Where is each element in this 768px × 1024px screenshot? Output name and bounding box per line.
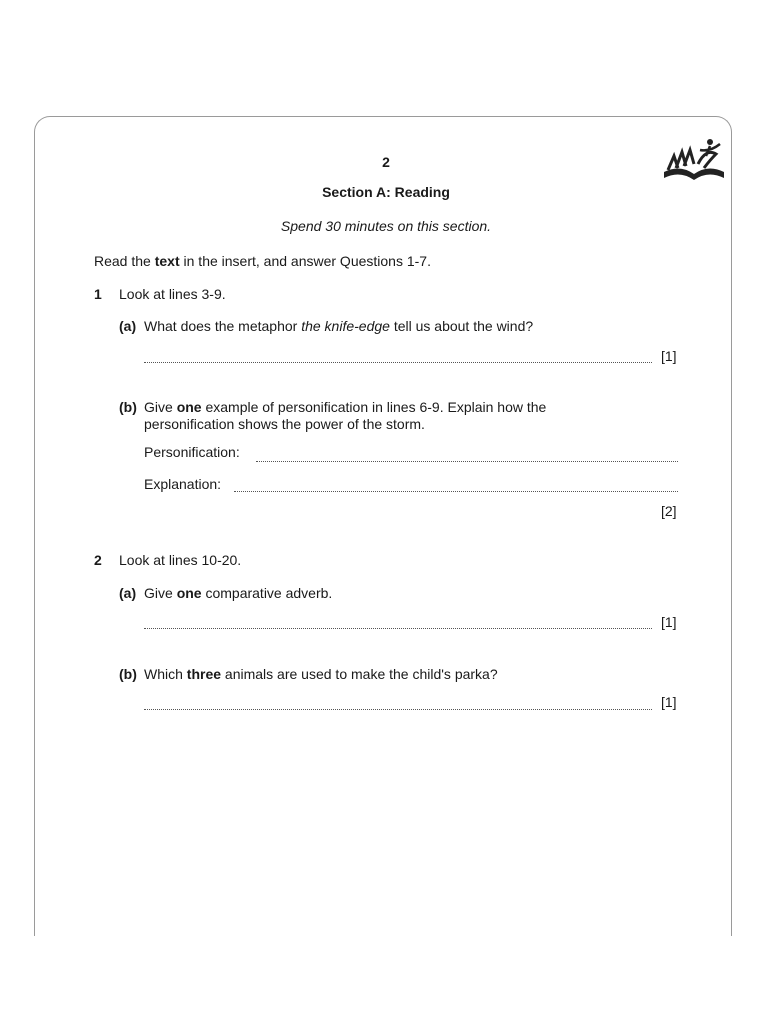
q2a-answer-line[interactable] [144,628,652,629]
q1b-line1-bold: one [176,399,202,415]
section-title: Section A: Reading [322,184,450,200]
q1a-prefix: What does the metaphor [144,318,302,334]
instructions-prefix: Read the [94,253,155,269]
q1a-mark: [1] [661,348,677,364]
personification-answer-line[interactable] [256,461,678,462]
q2b-answer-line[interactable] [144,709,652,710]
q2b-prefix: Which [144,666,187,682]
q1a-italic: the knife-edge [301,318,390,334]
time-note: Spend 30 minutes on this section. [280,218,492,234]
q1b-mark: [2] [661,503,677,519]
q2-number: 2 [94,552,102,568]
instructions-bold: text [154,253,180,269]
q1b-line1 [144,399,546,415]
q1a-suffix: tell us about the wind? [389,318,534,334]
exam-page [34,116,732,936]
q1a-text [144,318,533,334]
q2b-text [144,666,498,682]
q2b-mark: [1] [661,694,677,710]
q1-number: 1 [94,286,102,302]
q2-text: Look at lines 10-20. [119,552,242,568]
q2a-bold: one [176,585,202,601]
q2b-suffix: animals are used to make the child's parka? [221,666,498,682]
q2a-prefix: Give [144,585,177,601]
q2b-label: (b) [119,666,137,682]
q2b-bold: three [186,666,222,682]
q1b-label: (b) [119,399,137,415]
q2a-mark: [1] [661,614,677,630]
personification-label: Personification: [144,444,240,460]
explanation-label: Explanation: [144,476,222,492]
q1b-line1-suffix: example of personification in lines 6-9. Explain how the [201,399,547,415]
q1a-answer-line[interactable] [144,362,652,363]
q2a-text [144,585,332,601]
explanation-answer-line[interactable] [234,491,678,492]
instructions-suffix: in the insert, and answer Questions 1-7. [179,253,431,269]
q1-text: Look at lines 3-9. [119,286,226,302]
q1b-line2: personification shows the power of the storm. [144,416,425,432]
q1b-line1-prefix: Give [144,399,177,415]
q1a-label: (a) [119,318,137,334]
q2a-suffix: comparative adverb. [201,585,333,601]
page-number: 2 [382,154,390,170]
instructions [94,253,431,269]
q2a-label: (a) [119,585,137,601]
